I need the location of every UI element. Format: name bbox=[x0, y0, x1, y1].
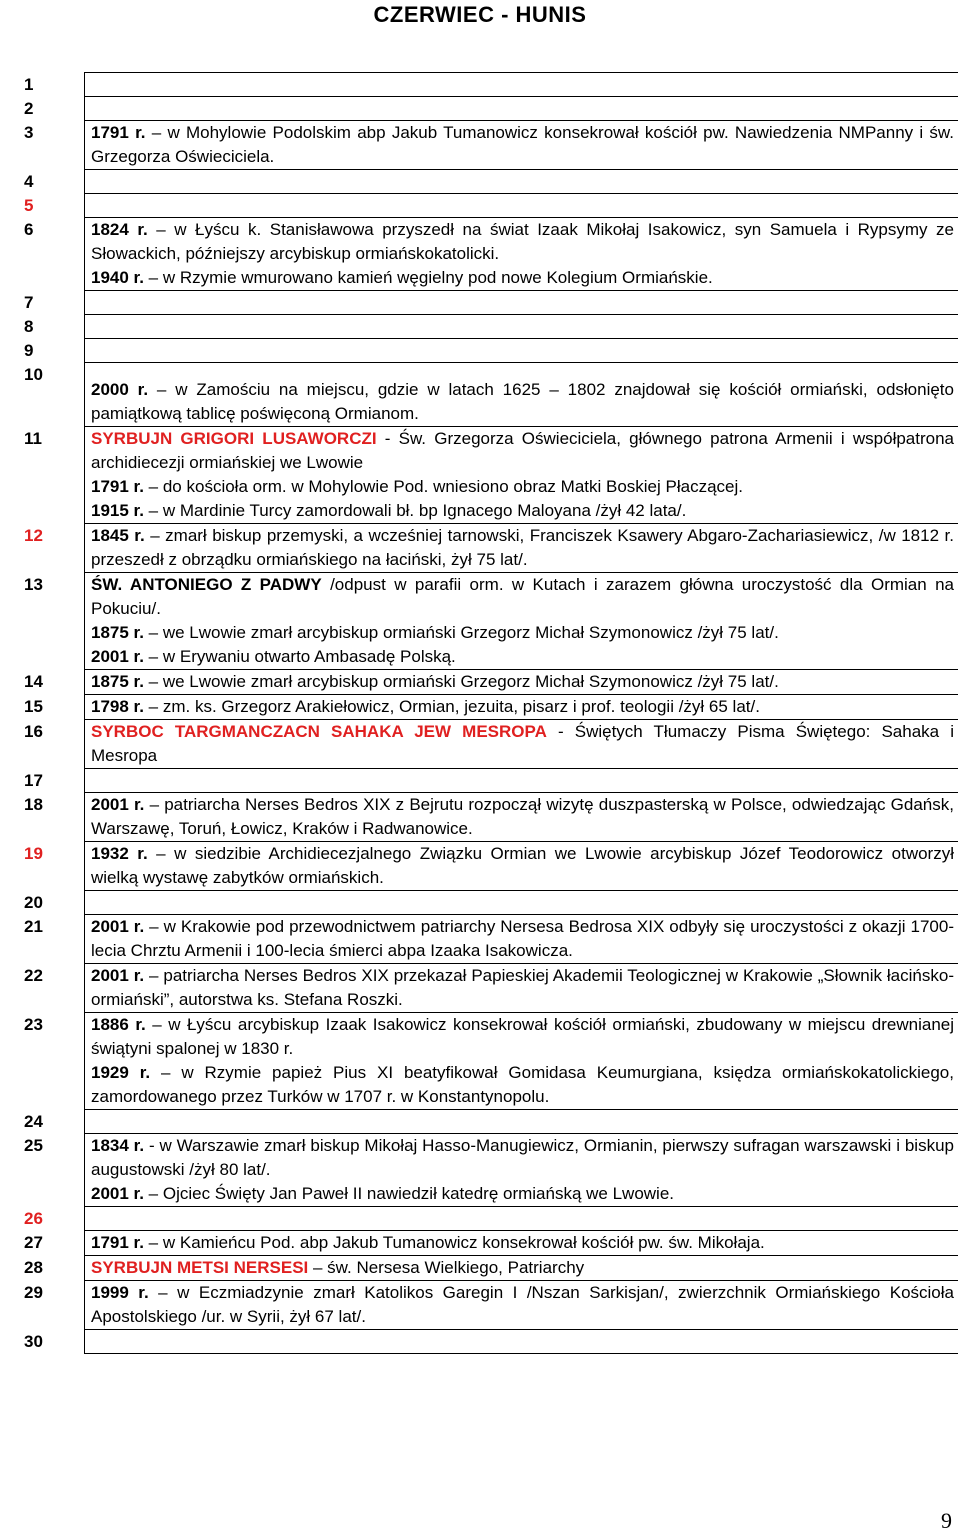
event-entry bbox=[91, 218, 954, 266]
day-number: 25 bbox=[24, 1135, 43, 1155]
day-number: 22 bbox=[24, 965, 43, 985]
event-entry bbox=[91, 1231, 954, 1255]
calendar-row bbox=[22, 793, 958, 842]
event-text: – w Krakowie pod przewodnictwem patriarchy Nersesa Bedrosa XIX odbyły się uroczystości z okazji 1700-lecia Chrztu Armenii i 100-lecia śmierci abpa Izaaka Isakowicza. bbox=[91, 917, 954, 960]
event-text: – w Eczmiadzynie zmarł Katolikos Garegin I /Nszan Sarkisjan/, zwierzchnik Ormiańskiego Kościoła Apostolskiego /ur. w Syrii, żył 67 lat/. bbox=[91, 1283, 954, 1326]
event-year: 1845 r. bbox=[91, 526, 145, 545]
day-number: 1 bbox=[24, 74, 34, 94]
calendar-body bbox=[22, 73, 958, 1354]
day-number: 9 bbox=[24, 340, 34, 360]
day-events bbox=[85, 793, 959, 842]
day-events bbox=[85, 427, 959, 524]
day-number: 24 bbox=[24, 1111, 43, 1131]
calendar-row bbox=[22, 121, 958, 170]
event-text: – w Rzymie papież Pius XI beatyfikował Gomidasa Keumurgiana, księdza ormiańskokatolickiego, zamordowanego przez Turków w 1707 r. w Konstantynopolu. bbox=[91, 1063, 954, 1106]
day-number: 21 bbox=[24, 916, 43, 936]
day-events bbox=[85, 97, 959, 121]
event-year: 1875 r. bbox=[91, 672, 144, 691]
event-entry bbox=[91, 964, 954, 1012]
event-text: – patriarcha Nerses Bedros XIX przekazał Papieskiej Akademii Teologicznej w Krakowie „Słownik łacińsko-ormiański”, autorstwa ks. Stefana Roszki. bbox=[91, 966, 954, 1009]
event-text: – we Lwowie zmarł arcybiskup ormiański Grzegorz Michał Szymonowicz /żył 75 lat/. bbox=[143, 672, 779, 691]
day-number: 16 bbox=[24, 721, 43, 741]
event-entry bbox=[91, 1256, 954, 1280]
event-text: – we Lwowie zmarł arcybiskup ormiański Grzegorz Michał Szymonowicz /żył 75 lat/. bbox=[143, 623, 779, 642]
event-text: – w Mardinie Turcy zamordowali bł. bp Ignacego Maloyana /żył 42 lata/. bbox=[143, 501, 687, 520]
calendar-row bbox=[22, 363, 958, 427]
feast-title: ŚW. ANTONIEGO Z PADWY bbox=[91, 575, 322, 594]
event-year: 2001 r. bbox=[91, 647, 144, 666]
day-number: 11 bbox=[24, 428, 42, 448]
day-events bbox=[85, 573, 959, 670]
event-text: – do kościoła orm. w Mohylowie Pod. wniesiono obraz Matki Boskiej Płaczącej. bbox=[143, 477, 743, 496]
event-text: – w Łyścu k. Stanisławowa przyszedł na świat Izaak Mikołaj Isakowicz, syn Samuela i Rypsymy ze Słowackich, późniejszy arcybiskup ormiańskokatolicki. bbox=[91, 220, 954, 263]
feast-heading: SYRBUJN METSI NERSESI bbox=[91, 1258, 309, 1277]
event-text: - Świętych Tłumaczy Pisma Świętego: Sahaka i Mesropa bbox=[91, 722, 955, 765]
event-year: 1929 r. bbox=[91, 1063, 151, 1082]
event-entry bbox=[91, 1134, 954, 1182]
day-events bbox=[85, 315, 959, 339]
day-events bbox=[85, 1330, 959, 1354]
event-year: 2001 r. bbox=[91, 1184, 144, 1203]
event-entry bbox=[91, 1013, 954, 1061]
day-number: 26 bbox=[24, 1208, 43, 1228]
day-events bbox=[85, 121, 959, 170]
calendar-row bbox=[22, 194, 958, 218]
event-entry bbox=[91, 427, 954, 475]
calendar-row bbox=[22, 427, 958, 524]
event-year: 2000 r. bbox=[91, 380, 149, 399]
day-number: 6 bbox=[24, 219, 34, 239]
day-number: 18 bbox=[24, 794, 43, 814]
event-year: 1798 r. bbox=[91, 697, 144, 716]
event-entry bbox=[91, 621, 954, 645]
day-events bbox=[85, 291, 959, 315]
day-events bbox=[85, 363, 959, 427]
event-entry bbox=[91, 695, 954, 719]
event-year: 1834 r. bbox=[91, 1136, 145, 1155]
calendar-row bbox=[22, 1281, 958, 1330]
calendar-row bbox=[22, 891, 958, 915]
calendar-row bbox=[22, 720, 958, 769]
event-text: – patriarcha Nerses Bedros XIX z Bejrutu rozpoczął wizytę duszpasterską w Polsce, odwiedzając Gdańsk, Warszawę, Toruń, Łowicz, Kraków i Radwanowice. bbox=[91, 795, 954, 838]
day-number: 4 bbox=[24, 171, 34, 191]
event-text: /odpust w parafii orm. w Kutach i zarazem główna uroczystość dla Ormian na Pokuciu/. bbox=[91, 575, 955, 618]
calendar-row bbox=[22, 315, 958, 339]
day-events bbox=[85, 915, 959, 964]
event-entry bbox=[91, 499, 954, 523]
feast-heading: SYRBUJN GRIGORI LUSAWORCZI bbox=[91, 429, 377, 448]
day-number: 13 bbox=[24, 574, 43, 594]
day-events bbox=[85, 1134, 959, 1207]
calendar-row bbox=[22, 218, 958, 291]
day-number: 20 bbox=[24, 892, 43, 912]
day-events bbox=[85, 1256, 959, 1281]
day-events bbox=[85, 842, 959, 891]
calendar-table bbox=[22, 72, 958, 1354]
event-text: – zmarł biskup przemyski, a wcześniej tarnowski, Franciszek Ksawery Abgaro-Zachariasiewicz, /w 1812 r. przeszedł z obrządku ormiańskiego na łaciński, żył 75 lat/. bbox=[91, 526, 954, 569]
event-entry bbox=[91, 1061, 954, 1109]
event-year: 1791 r. bbox=[91, 123, 146, 142]
event-entry bbox=[91, 524, 954, 572]
feast-heading: SYRBOC TARGMANCZACN SAHAKA JEW MESROPA bbox=[91, 722, 547, 741]
event-entry bbox=[91, 475, 954, 499]
calendar-row bbox=[22, 1231, 958, 1256]
event-text: – zm. ks. Grzegorz Arakiełowicz, Ormian, jezuita, pisarz i prof. teologii /żył 65 lat/. bbox=[143, 697, 760, 716]
event-text: – Ojciec Święty Jan Paweł II nawiedził katedrę ormiańską we Lwowie. bbox=[143, 1184, 675, 1203]
day-events bbox=[85, 670, 959, 695]
event-year: 1791 r. bbox=[91, 477, 144, 496]
calendar-row bbox=[22, 97, 958, 121]
event-year: 1886 r. bbox=[91, 1015, 146, 1034]
day-number: 8 bbox=[24, 316, 34, 336]
calendar-row bbox=[22, 339, 958, 363]
day-number: 28 bbox=[24, 1257, 43, 1277]
day-events bbox=[85, 1013, 959, 1110]
event-text: – w Erywaniu otwarto Ambasadę Polską. bbox=[143, 647, 456, 666]
event-text: – w Kamieńcu Pod. abp Jakub Tumanowicz konsekrował kościół pw. św. Mikołaja. bbox=[143, 1233, 765, 1252]
page-title: CZERWIEC - HUNIS bbox=[373, 2, 587, 27]
event-text: – w Łyścu arcybiskup Izaak Isakowicz konsekrował kościół ormiański, zbudowany w miejscu drewnianej świątyni spalonej w 1830 r. bbox=[91, 1015, 955, 1058]
event-entry bbox=[91, 1281, 954, 1329]
event-entry bbox=[91, 1182, 954, 1206]
event-entry bbox=[91, 915, 954, 963]
event-entry bbox=[91, 793, 954, 841]
day-events bbox=[85, 194, 959, 218]
event-year: 2001 r. bbox=[91, 917, 145, 936]
calendar-row bbox=[22, 695, 958, 720]
calendar-row bbox=[22, 170, 958, 194]
calendar-row bbox=[22, 73, 958, 97]
day-number: 27 bbox=[24, 1232, 43, 1252]
event-text: – w siedzibie Archidiecezjalnego Związku Ormian we Lwowie arcybiskup Józef Teodorowicz otworzył wielką wystawę zabytków ormiańskich. bbox=[91, 844, 954, 887]
event-text: – św. Nersesa Wielkiego, Patriarchy bbox=[308, 1258, 585, 1277]
day-number: 12 bbox=[24, 525, 43, 545]
day-number: 23 bbox=[24, 1014, 43, 1034]
calendar-row bbox=[22, 1256, 958, 1281]
event-entry bbox=[91, 266, 954, 290]
event-text: - w Warszawie zmarł biskup Mikołaj Hasso-Manugiewicz, Ormianin, pierwszy sufragan warszawski i biskup augustowski /żył 80 lat/. bbox=[91, 1136, 954, 1179]
event-year: 1875 r. bbox=[91, 623, 144, 642]
day-events bbox=[85, 695, 959, 720]
event-year: 1915 r. bbox=[91, 501, 144, 520]
calendar-row bbox=[22, 1207, 958, 1231]
event-entry bbox=[91, 670, 954, 694]
event-year: 1824 r. bbox=[91, 220, 148, 239]
day-events bbox=[85, 218, 959, 291]
day-events bbox=[85, 1207, 959, 1231]
day-events bbox=[85, 891, 959, 915]
event-year: 1999 r. bbox=[91, 1283, 149, 1302]
day-events bbox=[85, 1110, 959, 1134]
calendar-row bbox=[22, 1013, 958, 1110]
day-number: 2 bbox=[24, 98, 34, 118]
calendar-row bbox=[22, 1330, 958, 1354]
event-text: - Św. Grzegorza Oświeciciela, głównego patrona Armenii i współpatrona archidiecezji ormiańskiej we Lwowie bbox=[91, 429, 954, 472]
calendar-row bbox=[22, 573, 958, 670]
event-entry bbox=[91, 720, 954, 768]
day-events bbox=[85, 524, 959, 573]
day-number: 19 bbox=[24, 843, 43, 863]
calendar-row bbox=[22, 769, 958, 793]
day-events bbox=[85, 1231, 959, 1256]
event-entry bbox=[91, 121, 954, 169]
day-events bbox=[85, 1281, 959, 1330]
day-number: 17 bbox=[24, 770, 43, 790]
event-year: 1932 r. bbox=[91, 844, 148, 863]
event-text: – w Mohylowie Podolskim abp Jakub Tumanowicz konsekrował kościół pw. Nawiedzenia NMPanny i św. Grzegorza Oświeciciela. bbox=[91, 123, 954, 166]
day-events bbox=[85, 720, 959, 769]
calendar-row bbox=[22, 842, 958, 891]
calendar-row bbox=[22, 1134, 958, 1207]
calendar-row bbox=[22, 964, 958, 1013]
day-events bbox=[85, 170, 959, 194]
day-number: 3 bbox=[24, 122, 34, 142]
event-entry bbox=[91, 378, 954, 426]
calendar-row bbox=[22, 524, 958, 573]
event-year: 2001 r. bbox=[91, 966, 145, 985]
day-events bbox=[85, 964, 959, 1013]
event-entry bbox=[91, 645, 954, 669]
day-number: 5 bbox=[24, 195, 34, 215]
event-year: 1940 r. bbox=[91, 268, 144, 287]
day-events bbox=[85, 73, 959, 97]
event-year: 1791 r. bbox=[91, 1233, 144, 1252]
calendar-row bbox=[22, 1110, 958, 1134]
page-number: 9 bbox=[941, 1508, 952, 1533]
day-number: 7 bbox=[24, 292, 34, 312]
calendar-row bbox=[22, 670, 958, 695]
day-number: 30 bbox=[24, 1331, 43, 1351]
event-text: – w Rzymie wmurowano kamień węgielny pod nowe Kolegium Ormiańskie. bbox=[143, 268, 713, 287]
event-year: 2001 r. bbox=[91, 795, 145, 814]
day-number: 15 bbox=[24, 696, 43, 716]
calendar-row bbox=[22, 291, 958, 315]
day-events bbox=[85, 769, 959, 793]
calendar-row bbox=[22, 915, 958, 964]
day-number: 29 bbox=[24, 1282, 43, 1302]
event-entry bbox=[91, 842, 954, 890]
day-events bbox=[85, 339, 959, 363]
day-number: 10 bbox=[24, 364, 43, 384]
day-number: 14 bbox=[24, 671, 43, 691]
event-text: – w Zamościu na miejscu, gdzie w latach 1625 – 1802 znajdował się kościół ormiański, odsłonięto pamiątkową tablicę poświęconą Ormianom. bbox=[91, 380, 954, 423]
event-entry bbox=[91, 573, 954, 621]
